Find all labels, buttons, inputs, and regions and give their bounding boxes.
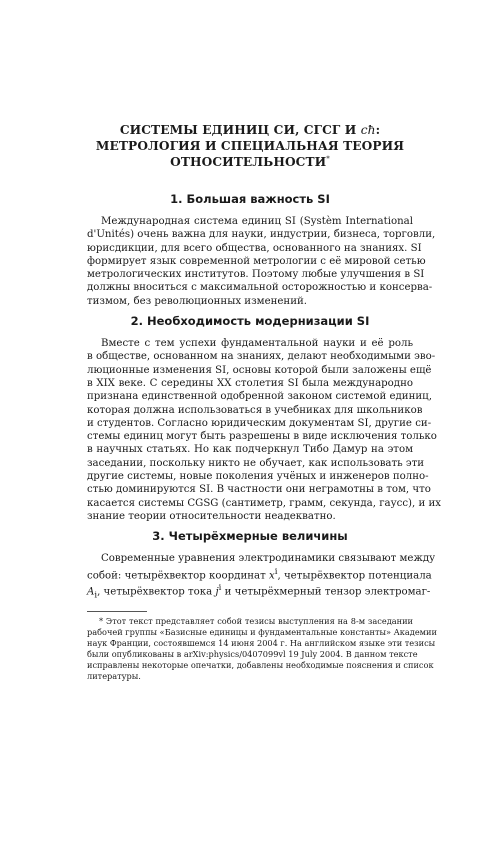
text-line: * Этот текст представляет собой тезисы выступления на 8-м заседании <box>99 615 413 626</box>
section-2-body <box>87 337 442 523</box>
text-line: формирует язык современной метрологии с её мировой сетью <box>87 255 426 267</box>
title-line-2: МЕТРОЛОГИЯ И СПЕЦИАЛЬНАЯ ТЕОРИЯ <box>95 139 405 153</box>
page <box>0 122 500 862</box>
text-line: в обществе, основанном на знаниях, делают необходимыми эво- <box>87 351 436 363</box>
text-line: другие системы, новые поколения учёных и инженеров полно- <box>87 471 429 483</box>
text-line: Вместе с тем успехи фундаментальной науки и её роль <box>101 338 413 350</box>
section-3-body <box>87 552 436 603</box>
text-line: должны вноситься с максимальной осторожностью и консерва- <box>87 282 433 294</box>
title-footnote-mark: * <box>326 154 330 163</box>
text-line: которая должна использоваться в учебниках для школьников <box>87 404 423 416</box>
text-line: собой: четырёхвектор координат $x^i$, четырёхвектор потенциала <box>87 566 432 581</box>
title-line-1: СИСТЕМЫ ЕДИНИЦ СИ, СГСГ И cħ: <box>119 123 381 137</box>
text-line: Современные уравнения электродинамики связывают между <box>101 553 436 565</box>
text-line: стью доминируются SI. В частности они неграмотны в том, что <box>87 484 431 496</box>
text-line: $A_i$, четырёхвектор тока $j^i$ и четырёхмерный тензор электромаг- <box>87 583 431 601</box>
text-line: метрологических институтов. Поэтому любые улучшения в SI <box>87 269 425 281</box>
text-line: стемы единиц могут быть разрешены в виде исключения только <box>87 431 437 443</box>
text-line: заседании, поскольку никто не обучает, как использовать эти <box>87 457 425 469</box>
text-line: знание теории относительности неадекватно. <box>87 510 336 522</box>
text-line: Международная система единиц SI (Systèm International <box>101 216 413 227</box>
text-line: признана единственной одобренной законом системой единиц, <box>87 391 432 403</box>
title-line-3: ОТНОСИТЕЛЬНОСТИ* <box>170 154 330 169</box>
text-line: рабочей группы «Базисные единицы и фундаментальные константы» Академии <box>87 626 437 637</box>
section-1-heading: 1. Большая важность SI <box>170 192 330 206</box>
text-line: касается системы CGSG (сантиметр, грамм, секунда, гаусс), и их <box>87 497 442 509</box>
footnote <box>87 615 437 682</box>
text-line: тизмом, без революционных изменений. <box>87 295 308 307</box>
text-line: и студентов. Согласно юридическим документам SI, другие си- <box>87 417 432 429</box>
text-line: наук Франции, состоявшемся 14 июня 2004 г. На английском языке эти тезисы <box>87 637 436 648</box>
section-2-heading: 2. Необходимость модернизации SI <box>130 314 370 329</box>
text-line: были опубликованы в arXiv:physics/0407099vl 19 July 2004. В данном тексте <box>87 648 418 659</box>
text-line: юрисдикции, для всего общества, основанного на знаниях. SI <box>87 242 422 254</box>
paper-title <box>87 122 413 170</box>
title-math: cħ <box>360 123 376 137</box>
text-line: в научных статьях. Но как подчеркнул Тибо Дамур на этом <box>87 444 413 456</box>
text-line: в XIX веке. С середины XX столетия SI была международно <box>87 377 413 389</box>
text-line: d'Unités) очень важна для науки, индустрии, бизнеса, торговли, <box>87 229 436 241</box>
text-line: литературы. <box>87 670 141 681</box>
section-1-body <box>87 215 436 308</box>
section-3-heading: 3. Четырёхмерные величины <box>152 529 348 544</box>
text-line: исправлены некоторые опечатки, добавлены необходимые пояснения и список <box>87 659 434 670</box>
footnote-rule <box>87 611 147 612</box>
text-line: люционные изменения SI, основы которой были заложены ещё <box>87 364 432 376</box>
